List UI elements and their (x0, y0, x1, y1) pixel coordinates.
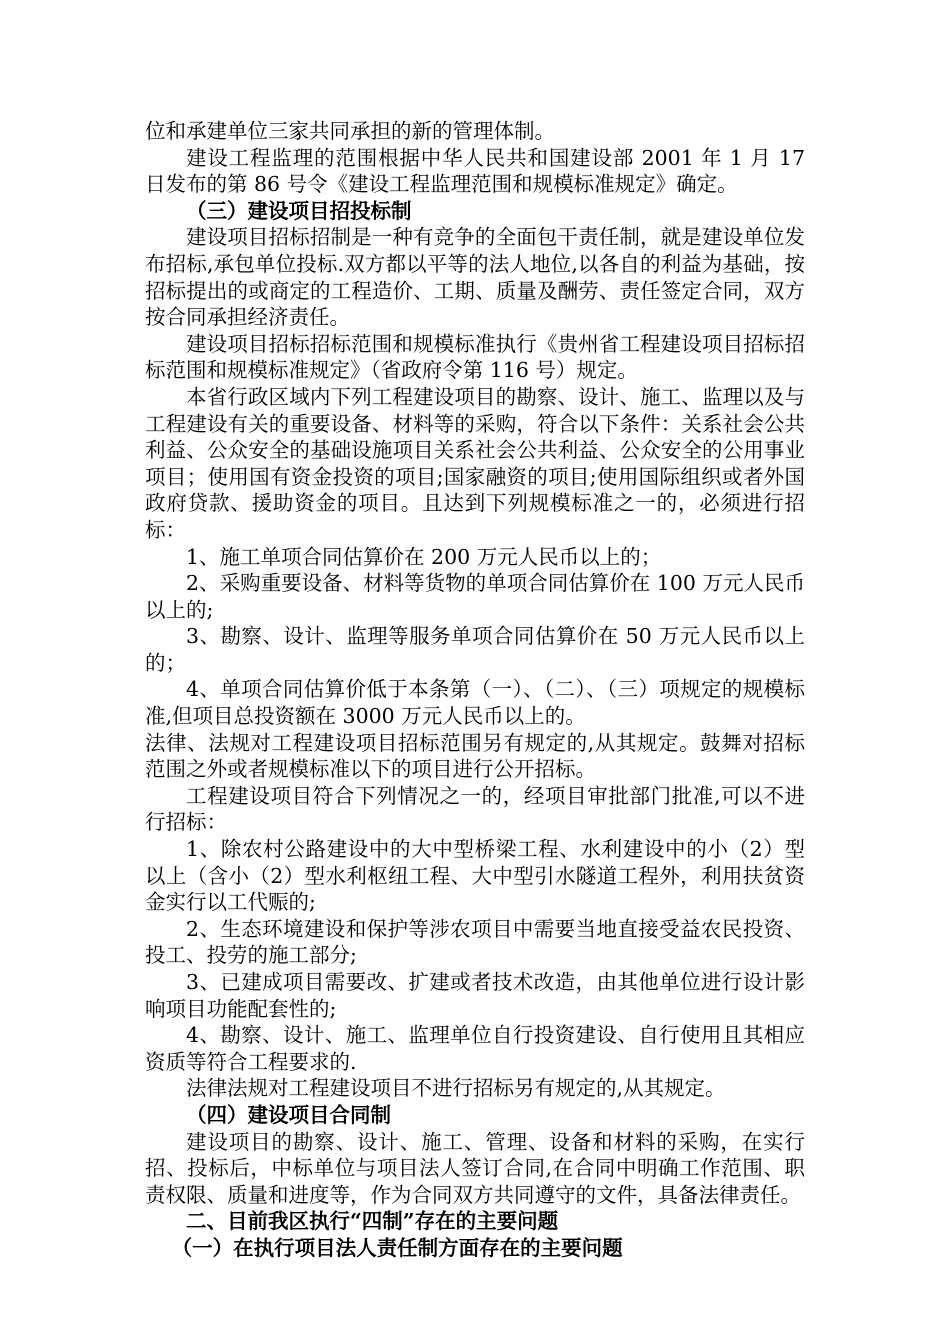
subsection-heading-legal-person: （一）在执行项目法人责任制方面存在的主要问题 (171, 1235, 623, 1260)
list-item-2: 2、采购重要设备、材料等货物的单项合同估算价在 100 万元人民币以上的; (145, 571, 805, 622)
paragraph-supervision-scope: 建设工程监理的范围根据中华人民共和国建设部 2001 年 1 月 17 日发布的第 86 号令《建设工程监理范围和规模标准规定》确定。 (145, 145, 805, 197)
paragraph-law-exception: 法律、法规对工程建设项目招标范围另有规定的,从其规定。鼓舞对招标范围之外或者规模标准以下的项目进行公开招标。 (145, 730, 805, 782)
exemption-item-1: 1、除农村公路建设中的大中型桥梁工程、水利建设中的小（2）型以上（含小（2）型水利枢纽工程、大中型引水隧道工程外，利用扶贫资金实行以工代赈的; (145, 837, 805, 915)
paragraph-contract-system: 建设项目的勘察、设计、施工、管理、设备和材料的采购，在实行招、投标后，中标单位与项目法人签订合同,在合同中明确工作范围、职责权限、质量和进度等，作为合同双方共同遵守的文件，具备法律责任。 (145, 1129, 805, 1207)
paragraph-bidding-definition: 建设项目招标招制是一种有竞争的全面包干责任制，就是建设单位发布招标,承包单位投标.双方都以平等的法人地位,以各自的利益为基础，按招标提出的或商定的工程造价、工期、质量及酬劳、责任签定合同，双方按合同承担经济责任。 (145, 225, 805, 330)
document-page (145, 118, 805, 1262)
paragraph-no-bidding-conditions: 工程建设项目符合下列情况之一的，经项目审批部门批准,可以不进行招标： (145, 783, 805, 835)
paragraph-continued: 位和承建单位三家共同承担的新的管理体制。 (145, 119, 555, 143)
list-item-1: 1、施工单项合同估算价在 200 万元人民币以上的； (186, 544, 662, 569)
paragraph-bidding-conditions: 本省行政区域内下列工程建设项目的勘察、设计、施工、监理以及与工程建设有关的重要设备、材料等的采购，符合以下条件：关系社会公共利益、公众安全的基础设施项目关系社会公共利益、公众安全的公用事业项目；使用国有资金投资的项目;国家融资的项目;使用国际组织或者外国政府贷款、援助资金的项目。且达到下列规模标准之一的，必须进行招标： (145, 384, 805, 542)
section-heading-bidding: （三）建设项目招投标制 (186, 198, 412, 223)
exemption-item-2: 2、生态环境建设和保护等涉农项目中需要当地直接受益农民投资、投工、投劳的施工部分; (145, 916, 805, 968)
list-item-4: 4、单项合同估算价低于本条第（一）、（二）、（三）项规定的规模标准,但项目总投资额在 3000 万元人民币以上的。 (145, 677, 805, 729)
exemption-item-4: 4、勘察、设计、施工、监理单位自行投资建设、自行使用且其相应资质等符合工程要求的. (145, 1023, 805, 1074)
exemption-item-3: 3、已建成项目需要改、扩建或者技术改造，由其他单位进行设计影响项目功能配套性的; (145, 970, 805, 1021)
paragraph-law-no-bidding: 法律法规对工程建设项目不进行招标另有规定的,从其规定。 (186, 1076, 726, 1101)
section-heading-contract: （四）建设项目合同制 (186, 1102, 391, 1127)
list-item-3: 3、勘察、设计、监理等服务单项合同估算价在 50 万元人民币以上的； (145, 624, 805, 675)
paragraph-bidding-standard: 建设项目招标招标范围和规模标准执行《贵州省工程建设项目招标招标范围和规模标准规定》（省政府令第 116 号）规定。 (145, 331, 805, 383)
section-heading-problems: 二、目前我区执行“四制”存在的主要问题 (186, 1209, 559, 1234)
